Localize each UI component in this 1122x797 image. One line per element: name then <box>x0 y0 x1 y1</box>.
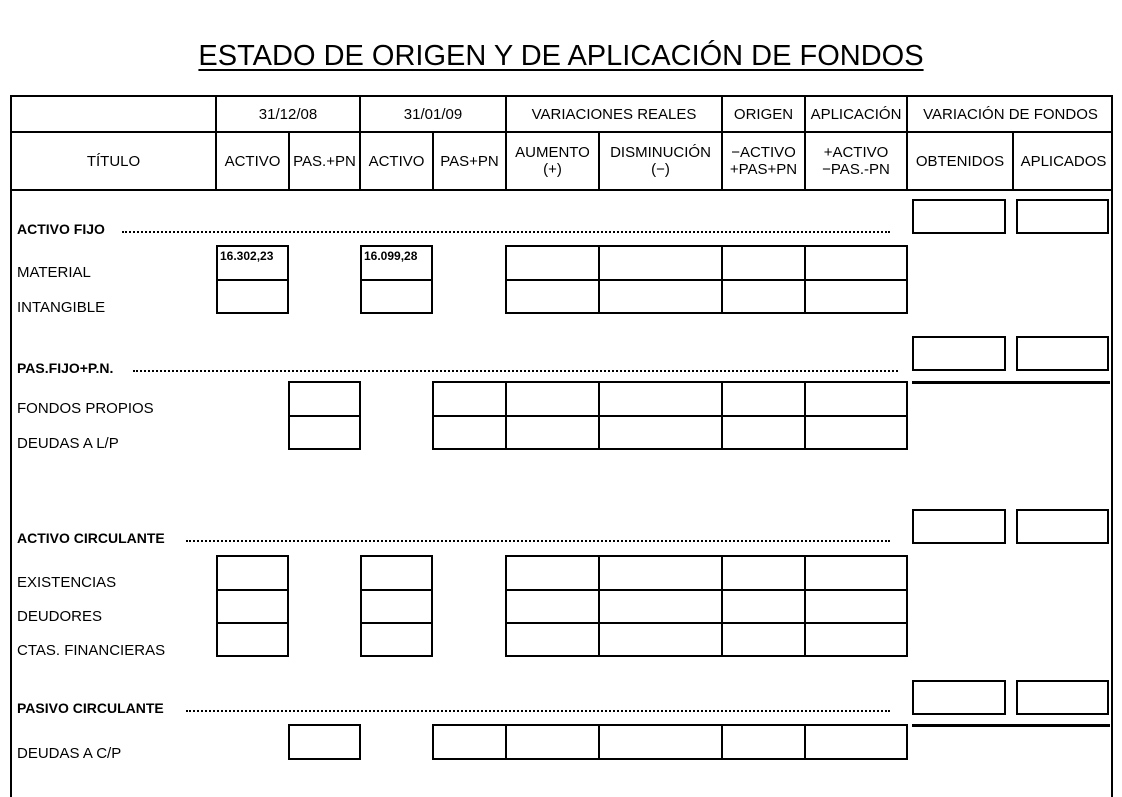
header-date-2009: 31/01/09 <box>403 105 463 123</box>
fondos-propios-origen-cell[interactable] <box>721 381 806 417</box>
intangible-disminucion-cell[interactable] <box>598 279 723 314</box>
deudas-lp-disminucion-cell[interactable] <box>598 415 723 450</box>
existencias-aplicacion-cell[interactable] <box>804 555 908 591</box>
deudores-activo-2008-cell[interactable] <box>216 589 289 624</box>
row-label-material: MATERIAL <box>17 264 91 281</box>
deudores-aumento-cell[interactable] <box>505 589 600 624</box>
deudas-lp-pas-2008-cell[interactable] <box>288 415 361 450</box>
section-pasivo-circulante: PASIVO CIRCULANTE <box>17 700 164 716</box>
header-pas-pn-2008: PAS.+PN <box>293 152 356 170</box>
row-label-existencias: EXISTENCIAS <box>17 574 117 591</box>
header-disminucion <box>600 133 721 189</box>
aplicados-box[interactable] <box>1016 680 1109 715</box>
fondos-propios-disminucion-cell[interactable] <box>598 381 723 417</box>
section-activo-circulante: ACTIVO CIRCULANTE <box>17 530 165 546</box>
deudores-disminucion-cell[interactable] <box>598 589 723 624</box>
deudas-cp-disminucion-cell[interactable] <box>598 724 723 760</box>
row-label-ctas-financieras: CTAS. FINANCIERAS <box>17 642 166 659</box>
row-label-fondos-propios: FONDOS PROPIOS <box>17 400 154 417</box>
leader-dots <box>186 710 890 712</box>
header-variacion-fondos: VARIACIÓN DE FONDOS <box>923 105 1098 123</box>
header-activo-2009: ACTIVO <box>368 152 425 170</box>
total-rule <box>912 381 1110 384</box>
intangible-activo-2009-cell[interactable] <box>360 279 433 314</box>
fondos-propios-pas-2008-cell[interactable] <box>288 381 361 417</box>
header-titulo: TÍTULO <box>86 152 141 170</box>
row-label-deudas-lp: DEUDAS A L/P <box>17 435 119 452</box>
header-bottom-line <box>10 189 1113 191</box>
intangible-activo-2008-cell[interactable] <box>216 279 289 314</box>
header-origen-line1: −ACTIVO <box>731 144 796 161</box>
material-activo-2008-cell[interactable]: 16.302,23 <box>216 245 289 281</box>
existencias-activo-2009-cell[interactable] <box>360 555 433 591</box>
deudas-cp-origen-cell[interactable] <box>721 724 806 760</box>
existencias-aumento-cell[interactable] <box>505 555 600 591</box>
material-origen-cell[interactable] <box>721 245 806 281</box>
deudores-origen-cell[interactable] <box>721 589 806 624</box>
intangible-origen-cell[interactable] <box>721 279 806 314</box>
total-rule <box>912 724 1110 727</box>
header-activo-2008: ACTIVO <box>224 152 281 170</box>
deudas-lp-pas-2009-cell[interactable] <box>432 415 507 450</box>
section-activo-fijo: ACTIVO FIJO <box>17 221 105 237</box>
header-aplicacion: APLICACIÓN <box>810 105 902 123</box>
leader-dots <box>133 370 898 372</box>
deudas-cp-pas-2009-cell[interactable] <box>432 724 507 760</box>
header-aumento-sign: (+) <box>543 161 562 178</box>
header-origen: ORIGEN <box>733 105 794 123</box>
header-aumento-label: AUMENTO <box>515 144 590 161</box>
material-disminucion-cell[interactable] <box>598 245 723 281</box>
header-disminucion-sign: (−) <box>651 161 670 178</box>
deudas-cp-aplicacion-cell[interactable] <box>804 724 908 760</box>
deudas-lp-aplicacion-cell[interactable] <box>804 415 908 450</box>
row-label-intangible: INTANGIBLE <box>17 299 106 316</box>
row-label-deudores: DEUDORES <box>17 608 103 625</box>
header-pas-pn-2009: PAS+PN <box>440 152 499 170</box>
header-aplicacion-line2: −PAS.-PN <box>822 161 890 178</box>
header-disminucion-label: DISMINUCIÓN <box>610 144 711 161</box>
deudas-cp-aumento-cell[interactable] <box>505 724 600 760</box>
fondos-propios-aplicacion-cell[interactable] <box>804 381 908 417</box>
obtenidos-box[interactable] <box>912 509 1006 544</box>
material-activo-2009-cell[interactable]: 16.099,28 <box>360 245 433 281</box>
deudores-aplicacion-cell[interactable] <box>804 589 908 624</box>
fondos-propios-pas-2009-cell[interactable] <box>432 381 507 417</box>
header-aumento <box>507 133 598 189</box>
ctas-financieras-aplicacion-cell[interactable] <box>804 622 908 657</box>
obtenidos-box[interactable] <box>912 199 1006 234</box>
material-aumento-cell[interactable] <box>505 245 600 281</box>
header-date-2008: 31/12/08 <box>258 105 318 123</box>
ctas-financieras-disminucion-cell[interactable] <box>598 622 723 657</box>
intangible-aumento-cell[interactable] <box>505 279 600 314</box>
leader-dots <box>186 540 890 542</box>
ctas-financieras-aumento-cell[interactable] <box>505 622 600 657</box>
fondos-propios-aumento-cell[interactable] <box>505 381 600 417</box>
existencias-origen-cell[interactable] <box>721 555 806 591</box>
section-pas-fijo: PAS.FIJO+P.N. <box>17 360 114 376</box>
ctas-financieras-activo-2009-cell[interactable] <box>360 622 433 657</box>
obtenidos-box[interactable] <box>912 680 1006 715</box>
deudores-activo-2009-cell[interactable] <box>360 589 433 624</box>
header-aplicacion-detail <box>806 133 906 189</box>
ctas-financieras-activo-2008-cell[interactable] <box>216 622 289 657</box>
ctas-financieras-origen-cell[interactable] <box>721 622 806 657</box>
page-title: ESTADO DE ORIGEN Y DE APLICACIÓN DE FONDOS <box>198 40 924 72</box>
deudas-lp-origen-cell[interactable] <box>721 415 806 450</box>
header-variaciones-reales: VARIACIONES REALES <box>531 105 697 123</box>
header-aplicacion-line1: +ACTIVO <box>823 144 889 161</box>
header-origen-line2: +PAS+PN <box>729 161 798 178</box>
deudas-cp-pas-2008-cell[interactable] <box>288 724 361 760</box>
intangible-aplicacion-cell[interactable] <box>804 279 908 314</box>
leader-dots <box>122 231 890 233</box>
aplicados-box[interactable] <box>1016 199 1109 234</box>
header-origen-detail <box>723 133 804 189</box>
header-aplicados: APLICADOS <box>1020 152 1107 170</box>
obtenidos-box[interactable] <box>912 336 1006 371</box>
header-obtenidos: OBTENIDOS <box>915 152 1005 170</box>
aplicados-box[interactable] <box>1016 336 1109 371</box>
deudas-lp-aumento-cell[interactable] <box>505 415 600 450</box>
aplicados-box[interactable] <box>1016 509 1109 544</box>
row-label-deudas-cp: DEUDAS A C/P <box>17 745 122 762</box>
existencias-disminucion-cell[interactable] <box>598 555 723 591</box>
existencias-activo-2008-cell[interactable] <box>216 555 289 591</box>
material-aplicacion-cell[interactable] <box>804 245 908 281</box>
